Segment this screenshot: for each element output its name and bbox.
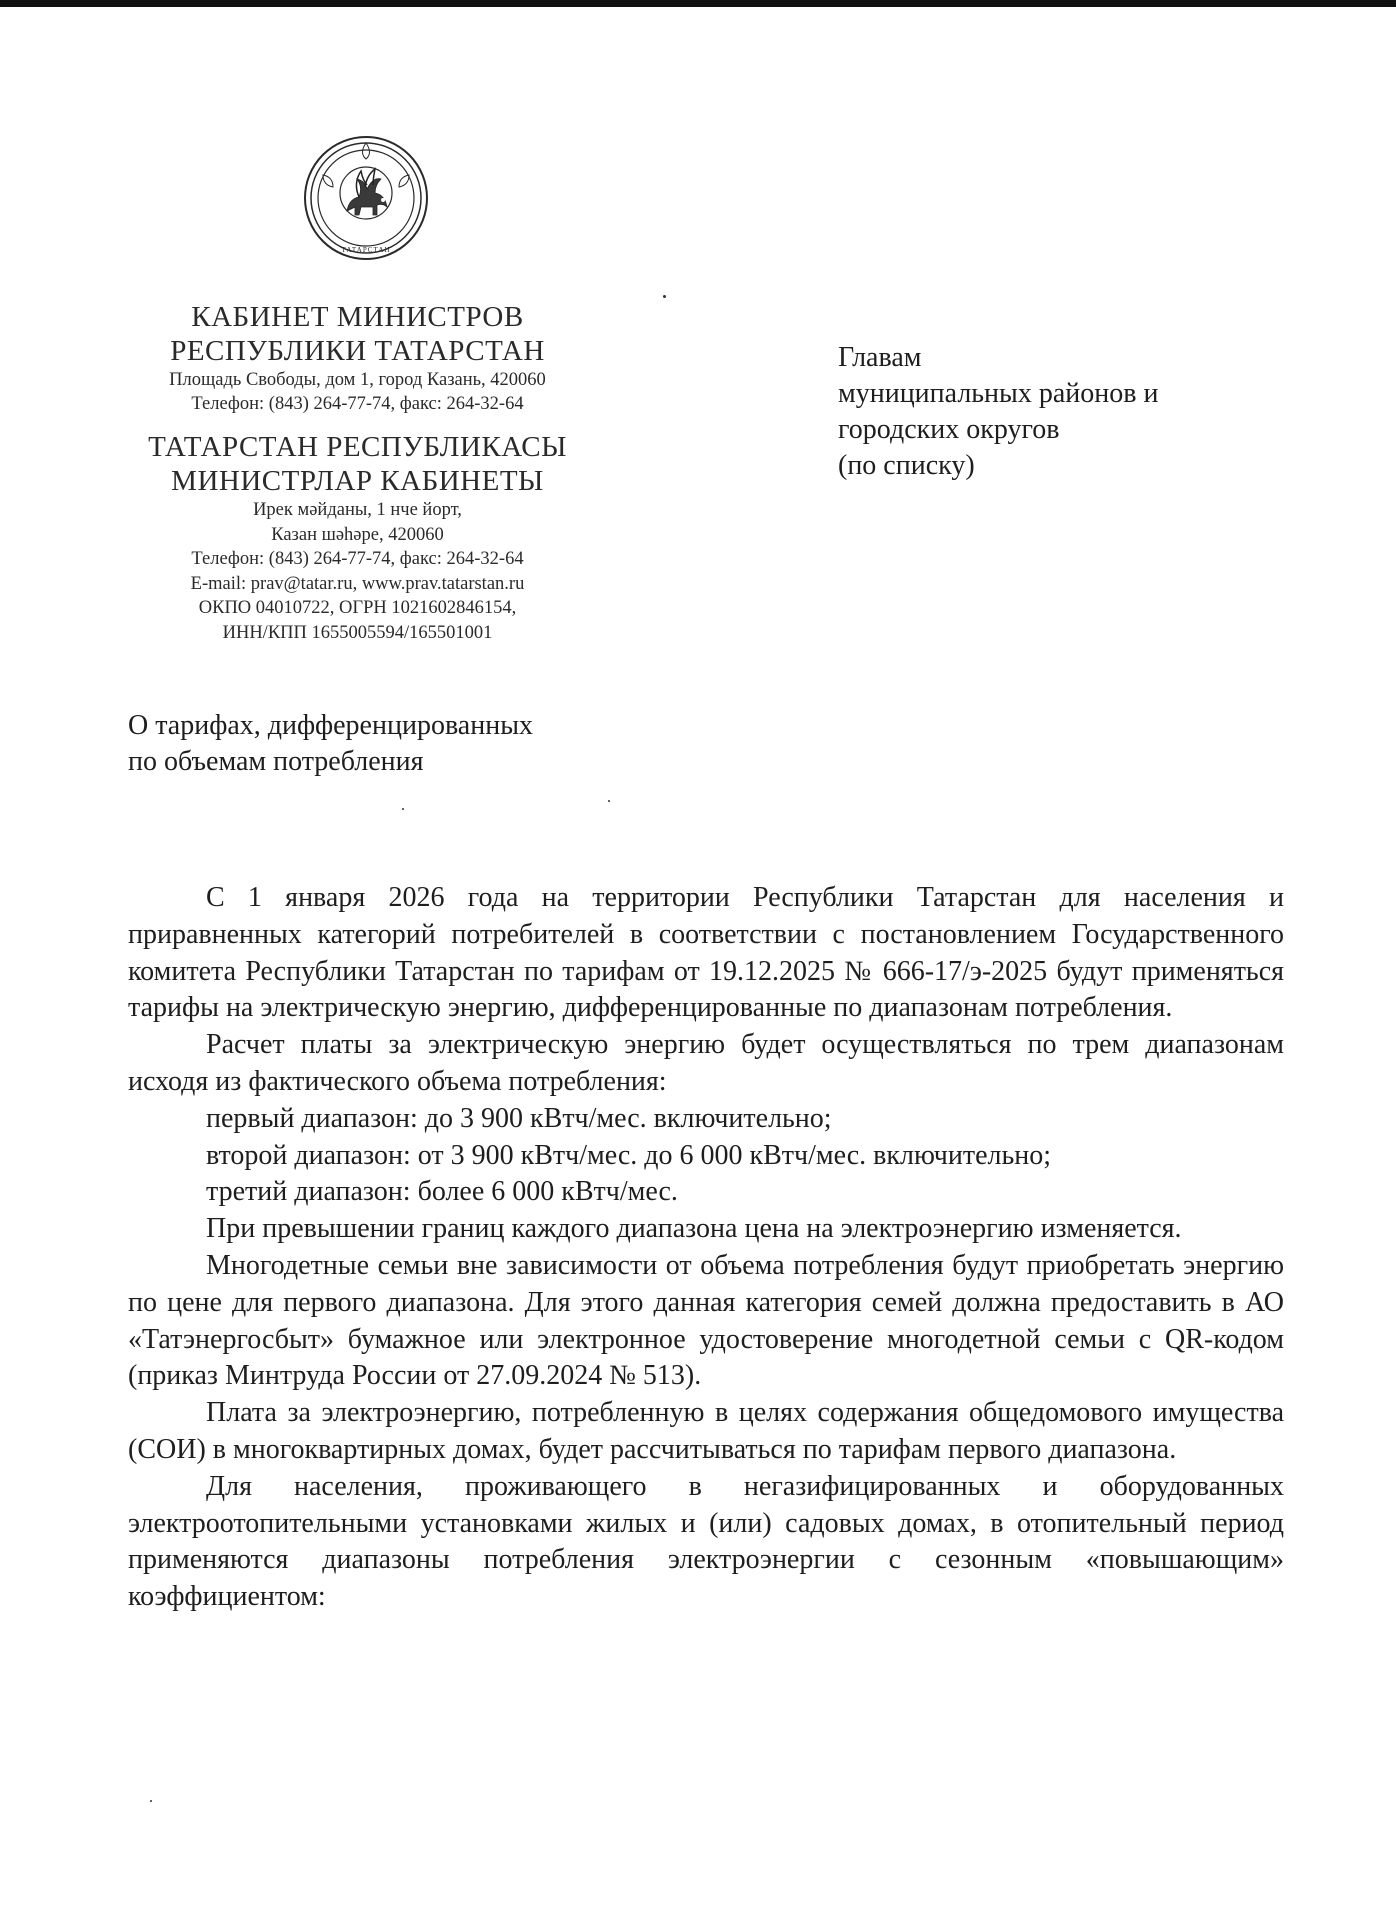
- tatarstan-coat-of-arms-icon: [303, 135, 429, 261]
- addressee-line: Главам: [838, 342, 922, 373]
- org-address-tt-line2: Казан шәһәре, 420060: [271, 524, 444, 545]
- org-phone-tt: Телефон: (843) 264-77-74, факс: 264-32-64: [191, 549, 524, 569]
- range-item: второй диапазон: от 3 900 кВтч/мес. до 6 000 кВтч/мес. включительно;: [206, 1139, 1052, 1171]
- org-inn: ИНН/КПП 1655005594/165501001: [222, 622, 493, 643]
- addressee-line: муниципальных районов и: [838, 378, 1159, 409]
- org-phone: Телефон: (843) 264-77-74, факс: 264-32-64: [191, 394, 524, 414]
- letter-body: [128, 880, 1284, 1616]
- addressee-line: городских округов: [838, 414, 1060, 445]
- org-name-line2: РЕСПУБЛИКИ ТАТАРСТАН: [170, 335, 545, 367]
- scan-speck: [663, 295, 666, 298]
- org-address: Площадь Свободы, дом 1, город Казань, 420060: [169, 370, 546, 390]
- emblem-ring-text: ТАТАРСТАН: [341, 246, 391, 254]
- body-paragraph: Расчет платы за электрическую энергию будет осуществляться по трем диапазонам исходя из фактического объема потребления:: [128, 1029, 1284, 1097]
- addressee-line: (по списку): [838, 450, 975, 481]
- scan-speck: [402, 808, 404, 810]
- body-paragraph: С 1 января 2026 года на территории Республики Татарстан для населения и приравненных категорий потребителей в соответствии с постановлением Государственного комитета Республики Татарстан по тарифам от 19.12.2025 № 666-17/э-2025 будут применяться тарифы на электрическую энергию, дифференцированные по диапазонам потребления.: [128, 882, 1284, 1024]
- addressee-block: [838, 340, 1298, 484]
- body-paragraph: Многодетные семьи вне зависимости от объема потребления будут приобретать энергию по цене для первого диапазона. Для этого данная категория семей должна предоставить в АО «Татэнергосбыт» бумажное или электронное удостоверение многодетной семьи с QR-кодом (приказ Минтруда России от 27.09.2024 № 513).: [128, 1249, 1284, 1392]
- range-item: третий диапазон: более 6 000 кВтч/мес.: [206, 1176, 678, 1208]
- subject-line: О тарифах, дифференцированных: [128, 710, 534, 741]
- letter-subject: [128, 708, 648, 780]
- org-okpo: ОКПО 04010722, ОГРН 1021602846154,: [198, 598, 517, 618]
- body-paragraph: При превышении границ каждого диапазона цена на электроэнергию изменяется.: [206, 1213, 1182, 1245]
- range-item: первый диапазон: до 3 900 кВтч/мес. включительно;: [206, 1102, 832, 1134]
- body-paragraph: Плата за электроэнергию, потребленную в целях содержания общедомового имущества (СОИ) в многоквартирных домах, будет рассчитываться по тарифам первого диапазона.: [128, 1397, 1284, 1465]
- org-email: E-mail: prav@tatar.ru, www.prav.tatarstan.ru: [190, 573, 525, 594]
- scan-speck: [150, 1800, 152, 1802]
- scan-top-border: [0, 0, 1396, 7]
- org-name-tt-line2: МИНИСТРЛАР КАБИНЕТЫ: [171, 465, 544, 497]
- org-name-tt-line1: ТАТАРСТАН РЕСПУБЛИКАСЫ: [148, 431, 567, 463]
- subject-line: по объемам потребления: [128, 746, 424, 777]
- scan-speck: [608, 800, 610, 802]
- org-address-tt-line1: Ирек мәйданы, 1 нче йорт,: [253, 500, 462, 520]
- org-name-line1: КАБИНЕТ МИНИСТРОВ: [191, 301, 524, 333]
- body-paragraph: Для населения, проживающего в негазифицированных и оборудованных электроотопительными установками жилых и (или) садовых домах, в отопительный период применяются диапазоны потребления электроэнергии с сезонным «повышающим» коэффициентом:: [128, 1470, 1284, 1613]
- sender-header-tt: [80, 430, 635, 645]
- sender-header-ru: [80, 300, 635, 416]
